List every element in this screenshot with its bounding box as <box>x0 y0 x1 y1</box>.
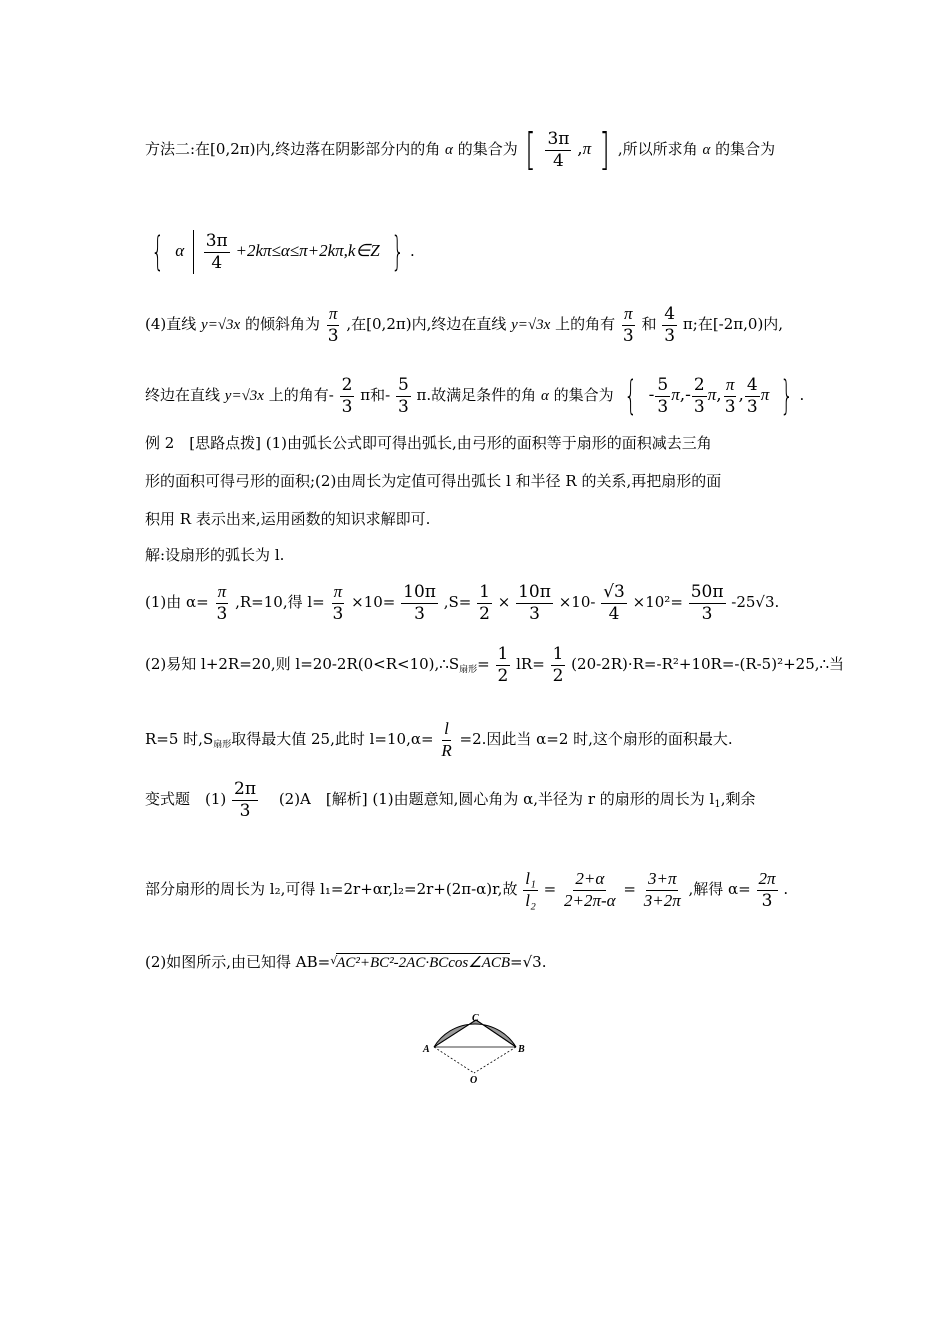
fraction: $\frac{\pi}{3}$ <box>327 304 339 346</box>
text: π;在[-2π,0)内, <box>682 315 784 334</box>
line-3 <box>145 305 783 345</box>
line-9: (1)由 α= $\frac{\pi}{3}$ ,R=10,得 l= $\frac{\pi}{3}$ ×10= $\frac{10\pi}{3}$ ,S= $\frac{1}{2}$ × $\frac{10\pi}{3}$ ×10- $\frac{√3}{4}$ ×10²= $\frac{50\pi}{3}$ -25√3. <box>145 582 780 624</box>
alpha: α <box>175 241 185 260</box>
label-C: C <box>472 1013 479 1024</box>
text: π.故满足条件的角 <box>416 386 537 405</box>
text: (4)直线 <box>145 315 197 334</box>
line-4: 终边在直线 y=√3x 上的角有- $\frac{2}{3}$ π和- $\frac{5}{3}$ π.故满足条件的角 α 的集合为 { - $\frac{5}{3}$ π,- $\frac{2}{3}$ π, $\frac{\pi}{3}$ , $\frac{4}{3}$ π } . <box>145 373 805 420</box>
fraction: $\frac{\pi}{3}$ <box>622 304 634 346</box>
brace-right: } <box>390 229 404 275</box>
fraction: $\frac{3\pi}{4}$ <box>547 128 570 171</box>
label-B: B <box>518 1044 525 1055</box>
text: ,所以所求角 <box>617 140 698 158</box>
alpha: α <box>540 388 549 405</box>
period: . <box>799 386 805 405</box>
brace-left: { <box>151 229 165 275</box>
fraction: $\frac{4}{3}$ <box>746 375 758 417</box>
label-O: O <box>470 1075 478 1085</box>
text: 和 <box>641 315 657 334</box>
line-2 <box>145 230 415 274</box>
set-condition: +2kπ≤α≤π+2kπ,k∈Z <box>235 241 380 260</box>
line-13: 部分扇形的周长为 l₂,可得 l₁=2r+αr,l₂=2r+(2π-α)r,故 $\frac{\text{l₁}}{\text{l₂}}$ = $\frac{2+\alpha}{2+2\pi-\alpha}$ = $\frac{3+\pi}{3+2\pi}$ ,解得 α= $\frac{2\pi}{3}$ . <box>145 869 789 911</box>
line-14: (2)如图所示,由已知得 AB=√AC²+BC²-2AC·BCcos∠ACB=√3. <box>145 953 547 971</box>
sector-figure <box>420 1005 530 1085</box>
text: 上的角有 <box>555 315 616 334</box>
text: 的集合为 <box>553 386 614 405</box>
fraction: $\frac{3\pi}{4}$ <box>205 230 228 273</box>
text: 方法二:在[0,2π)内,终边落在阴影部分内的角 <box>145 140 441 158</box>
pi: π <box>582 139 592 158</box>
para-line: 例 2 [思路点拨] (1)由弧长公式即可得出弧长,由弓形的面积等于扇形的面积减去三角 <box>145 434 712 452</box>
fraction: $\frac{2}{3}$ <box>341 375 353 417</box>
shaded-segment <box>434 1020 516 1047</box>
period: . <box>409 242 415 260</box>
line-10: (2)易知 l+2R=20,则 $l=20-2R(0<R<10),\therefore S_{扇形}=$ $\frac{1}{2}$ lR= $\frac{1}{2}$ (20-2R)·R=-R²+10R=-(R-5)²+25,∴当 <box>145 644 845 686</box>
text: 的倾斜角为 <box>244 315 320 334</box>
text: π和- <box>360 386 391 405</box>
fraction: $\frac{5}{3}$ <box>657 375 669 417</box>
text: 的集合为 <box>457 140 518 158</box>
bracket-left: [ <box>525 124 537 175</box>
alpha: α <box>445 142 453 158</box>
para-line: 形的面积可得弓形的面积;(2)由周长为定值可得出弧长 l 和半径 R 的关系,再把扇形的面 <box>145 472 722 490</box>
set-bar <box>193 230 194 274</box>
fraction: $\frac{\pi}{3}$ <box>724 375 736 417</box>
radicand: AC²+BC²-2AC·BCcos∠ACB <box>336 955 511 971</box>
text: 终边在直线 <box>145 386 221 405</box>
line-1: 方法二:在[0,2π)内,终边落在阴影部分内的角 α 的集合为 [ $\frac{3\pi}{4}$ ,π ] ,所以所求角 α 的集合为 <box>145 124 776 175</box>
fraction: $\frac{5}{3}$ <box>397 375 409 417</box>
text: ,在[0,2π)内,终边在直线 <box>346 315 507 334</box>
label-A: A <box>423 1044 430 1055</box>
alpha: α <box>702 142 711 158</box>
equation: y=√3x <box>224 388 264 405</box>
fraction: $\frac{4}{3}$ <box>664 304 676 346</box>
para-line: 解:设扇形的弧长为 l. <box>145 546 285 564</box>
brace-right: } <box>780 373 794 420</box>
line-12: 变式题 (1) $\frac{2\pi}{3}$ (2)A [解析] (1)由题意知,圆心角为 α,半径为 r 的扇形的周长为 $l_1$,剩余 <box>145 779 756 821</box>
text: 上的角有- <box>268 386 334 405</box>
text: 的集合为 <box>715 140 776 158</box>
brace-left: { <box>624 373 638 420</box>
para-line: 积用 R 表示出来,运用函数的知识求解即可. <box>145 510 431 528</box>
equation: y=√3x <box>511 317 551 334</box>
bracket-right: ] <box>599 124 610 175</box>
line-11: R=5 时$,S_{扇形}$取得最大值 25,此时 l=10,α= $\frac{l}{R}$ =2.因此当 α=2 时,这个扇形的面积最大. <box>145 719 733 760</box>
equation: y=√3x <box>201 317 241 334</box>
fraction: $\frac{2}{3}$ <box>693 375 705 417</box>
